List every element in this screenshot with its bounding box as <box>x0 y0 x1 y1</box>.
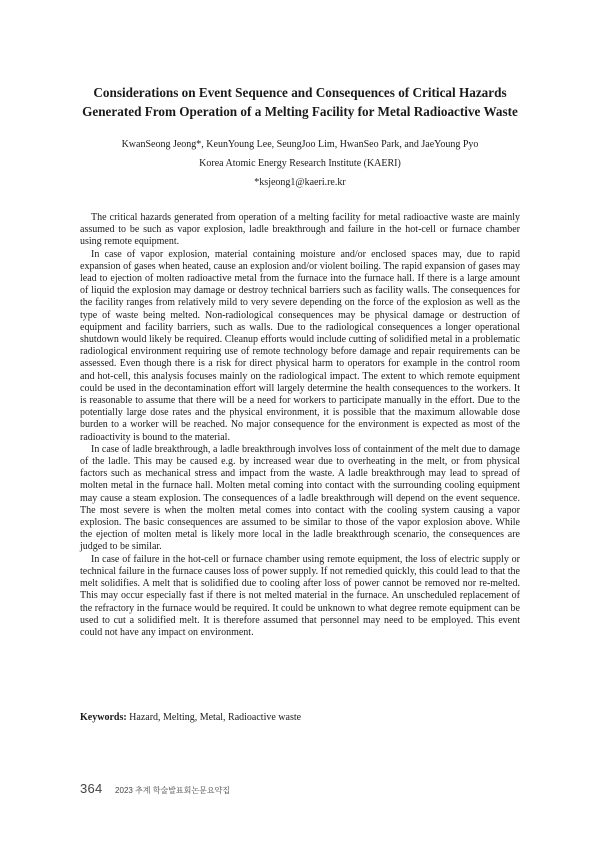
paper-title <box>60 83 540 121</box>
author-list: KwanSeong Jeong*, KeunYoung Lee, SeungJoo Lim, HwanSeo Park, and JaeYoung Pyo <box>121 139 479 150</box>
abstract-body <box>80 212 520 639</box>
proceedings-name: 2023 추계 학술발표회논문요약집 <box>115 786 231 795</box>
page-number: 364 <box>80 781 103 796</box>
page-footer <box>80 780 380 798</box>
corresponding-email: *ksjeong1@kaeri.re.kr <box>254 177 346 188</box>
affiliation: Korea Atomic Energy Research Institute (KAERI) <box>199 158 401 169</box>
abstract-paragraph-3: In case of ladle breakthrough, a ladle breakthrough involves loss of containment of the melt due to damage of the ladle. This may be caused e.g. by increased wear due to overheating in the melt, or from physical factors such as mechanical stress and impact from the waste. A ladle breakthrough may lead to spread of molten metal in the furnace hall. Molten metal coming into contact with the surrounding cooling equipment may cause a steam explosion. The consequences of a ladle breakthrough will depend on the event sequence. The most severe is when the molten metal comes into contact with the cooling system causing a vapor explosion. The basic consequences are assumed to be similar to those of the vapor explosion above. While the ejection of molten metal is likely more local in the ladle breakthrough scenario, the consequences are judged to be similar. <box>80 443 520 553</box>
abstract-paragraph-1: The critical hazards generated from operation of a melting facility for metal radioactive waste are mainly assumed to be such as vapor explosion, ladle breakthrough and failure in the hot-cell or furnace chamber using remote equipment. <box>80 212 520 248</box>
keywords-label: Keywords: <box>80 712 127 723</box>
title-line-2: Generated From Operation of a Melting Facility for Metal Radioactive Waste <box>82 104 518 119</box>
abstract-paragraph-4: In case of failure in the hot-cell or furnace chamber using remote equipment, the loss of electric supply or technical failure in the furnace causes loss of power supply. If not remedied quickly, this could lead to that the melt solidifies. A melt that is solidified due to cooling after loss of power cannot be removed nor re-melted. This may occur especially fast if there is not melted material in the furnace. An unscheduled replacement of the refractory in the furnace would be required. It could be unknown to what degree remote equipment can be used to cut a solidified melt. It is therefore assumed that personnel may need to be employed. This event could not have any impact on environment. <box>80 553 520 638</box>
abstract-paragraph-2: In case of vapor explosion, material containing moisture and/or enclosed spaces may, due to rapid expansion of gases when heated, cause an explosion and/or violent boiling. The rapid expansion of gases may lead to ejection of molten radioactive metal from the furnace into the furnace hall. If there is a large amount of liquid the explosion may damage or destroy technical barriers such as facility walls. The consequences for the facility ranges from relatively mild to very severe depending on the force of the explosion as well as the type of waste being melted. Non-radiological consequences may be physical damage or destruction of equipment and facility barriers, such as walls. Due to the radiological consequences a longer operational shutdown would likely be required. Cleanup efforts would include cutting of solidified metal in a problematic radiological environment requiring use of remote technology before damage and repair requirements can be assessed. Even though there is a risk for direct physical harm to operators for example in the control room and hot-cell, this analysis focuses mainly on the radiological impact. The extent to which remote equipment could be used in the decontamination effort will largely determine the health consequences to the workers. It is reasonable to assume that there will be a need for workers to participate manually in the effort. Due to the potentially large dose rates and the physical environment, it is possible that the maximum allowable dose burden to a worker will be reached. No major consequence for the environment is expected as most of the radioactivity is bound to the material. <box>80 248 520 443</box>
keywords-list: Hazard, Melting, Metal, Radioactive waste <box>129 712 302 723</box>
title-line-1: Considerations on Event Sequence and Consequences of Critical Hazards <box>93 85 507 100</box>
keywords-line <box>80 711 520 724</box>
